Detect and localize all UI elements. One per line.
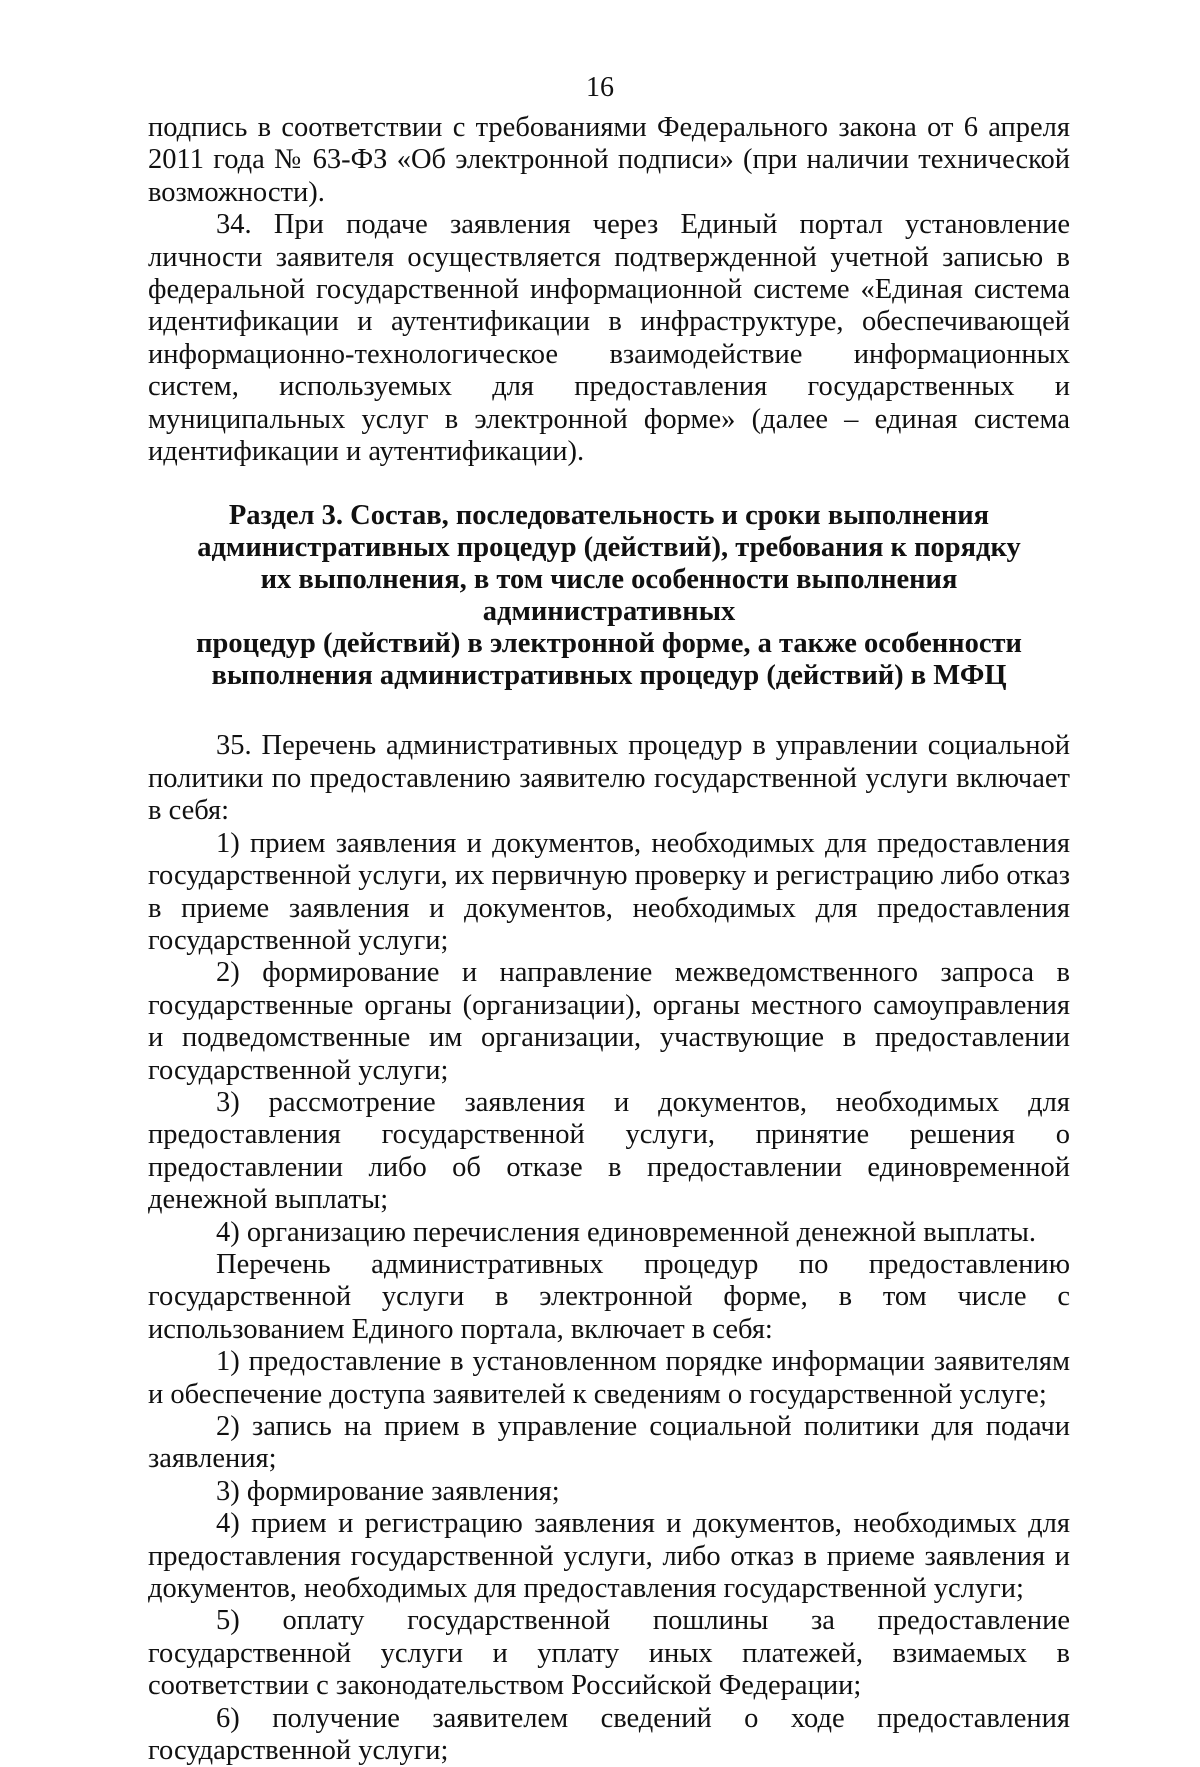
paragraph-signature: подпись в соответствии с требованиями Федерального закона от 6 апреля 2011 года № 63-ФЗ «Об электронной подписи» (при наличии технической возможности).	[148, 112, 1070, 208]
section-heading-line: выполнения административных процедур (действий) в МФЦ	[211, 660, 1007, 692]
list-item: 3) рассмотрение заявления и документов, необходимых для предоставления государственной услуги, принятие решения о предоставлении либо об отказе в предоставлении единовременной денежной выплаты;	[148, 1086, 1070, 1216]
list-item: 1) прием заявления и документов, необходимых для предоставления государственной услуги, их первичную проверку и регистрацию либо отказ в приеме заявления и документов, необходимых для предоставления государственной услуги;	[148, 827, 1070, 956]
list-item: 3) формирование заявления;	[216, 1475, 560, 1507]
paragraph-34: 34. При подаче заявления через Единый портал установление личности заявителя осуществляется подтвержденной учетной записью в федеральной государственной информационной системе «Единая система идентификации и аутентификации в инфраструктуре, обеспечивающей информационно-технологическое взаимодействие информационных систем, используемых для предоставления государственных и муниципальных услуг в электронной форме» (далее – единая система идентификации и аутентификации).	[148, 209, 1070, 468]
list-item: 2) формирование и направление межведомственного запроса в государственные органы (организации), органы местного самоуправления и подведомственные им организации, участвующие в предоставлении государственной услуги;	[148, 957, 1070, 1086]
list-item: 4) прием и регистрацию заявления и документов, необходимых для предоставления государственной услуги, либо отказ в приеме заявления и документов, необходимых для предоставления государственной услуги;	[148, 1508, 1070, 1605]
section-heading-line: административных процедур (действий), требования к порядку	[197, 532, 1021, 564]
paragraph-electronic-procedures: Перечень административных процедур по предоставлению государственной услуги в электронной форме, в том числе с использованием Единого портала, включает в себя:	[148, 1248, 1070, 1345]
paragraph-35: 35. Перечень административных процедур в управлении социальной политики по предоставлению заявителю государственной услуги включает в себя:	[148, 730, 1070, 827]
page-number: 16	[586, 72, 614, 103]
section-heading-line: их выполнения, в том числе особенности выполнения административных	[260, 564, 958, 628]
list-item: 4) организацию перечисления единовременной денежной выплаты.	[216, 1216, 1037, 1248]
section-heading	[148, 500, 1070, 692]
section-heading-line: процедур (действий) в электронной форме, а также особенности	[196, 628, 1022, 660]
section-heading-line: Раздел 3. Состав, последовательность и сроки выполнения	[228, 500, 990, 532]
document-body	[148, 112, 1070, 1767]
list-item: 2) запись на прием в управление социальной политики для подачи заявления;	[148, 1411, 1070, 1475]
list-item: 6) получение заявителем сведений о ходе предоставления государственной услуги;	[148, 1702, 1070, 1767]
list-item: 1) предоставление в установленном порядке информации заявителям и обеспечение доступа заявителей к сведениям о государственной услуге;	[148, 1346, 1070, 1410]
list-item: 5) оплату государственной пошлины за предоставление государственной услуги и уплату иных платежей, взимаемых в соответствии с законодательством Российской Федерации;	[148, 1605, 1070, 1702]
